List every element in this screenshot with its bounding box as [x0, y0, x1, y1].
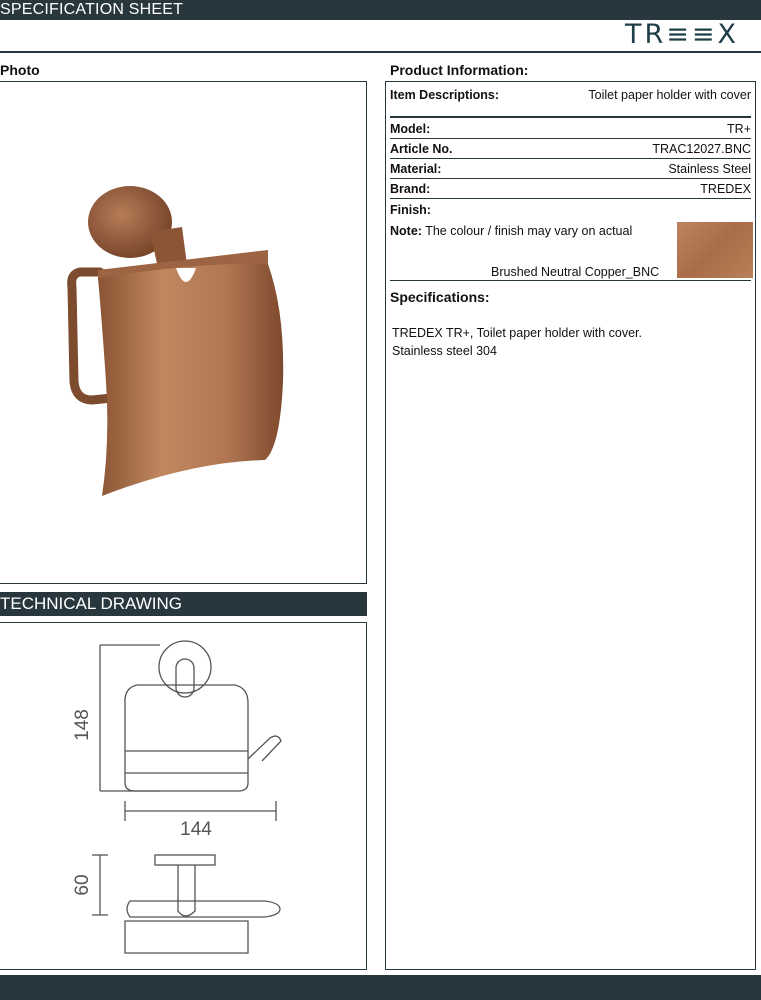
- info-divider: [390, 178, 751, 179]
- tredex-logo: TR≡≡X: [625, 19, 739, 50]
- header-bar: [0, 0, 761, 20]
- info-divider: [390, 158, 751, 159]
- header-divider: [0, 51, 761, 53]
- article-label: Article No.: [390, 142, 453, 156]
- product-information-label: Product Information:: [390, 62, 529, 78]
- technical-drawing-bar: [0, 592, 367, 616]
- info-divider: [390, 138, 751, 139]
- brand-value: TREDEX: [700, 182, 751, 196]
- brand-label: Brand:: [390, 182, 431, 196]
- model-value: TR+: [727, 122, 751, 136]
- sheet-title: SPECIFICATION SHEET: [0, 1, 184, 18]
- product-info-panel: [385, 81, 756, 970]
- info-divider: [390, 280, 751, 281]
- note-label: Note:: [390, 224, 422, 238]
- width-dimension: 144: [180, 819, 212, 840]
- note-text: The colour / finish may vary on actual: [425, 224, 633, 238]
- material-label: Material:: [390, 162, 442, 176]
- depth-dimension: 60: [72, 874, 93, 896]
- product-photo: [0, 82, 368, 585]
- finish-name: Brushed Neutral Copper_BNC: [491, 265, 660, 279]
- material-value: Stainless Steel: [668, 162, 751, 176]
- finish-label: Finish:: [390, 203, 431, 217]
- finish-note: [390, 224, 632, 238]
- item-descriptions-value: Toilet paper holder with cover: [588, 88, 751, 102]
- item-descriptions-label: Item Descriptions:: [390, 88, 500, 102]
- technical-drawing-title: TECHNICAL DRAWING: [0, 594, 182, 613]
- footer-bar: [0, 975, 761, 1000]
- photo-label: Photo: [0, 62, 40, 78]
- article-value: TRAC12027.BNC: [652, 142, 751, 156]
- info-divider: [390, 116, 751, 118]
- model-label: Model:: [390, 122, 431, 136]
- specifications-line-1: TREDEX TR+, Toilet paper holder with cover.: [392, 326, 642, 340]
- specifications-text: [392, 324, 642, 360]
- specifications-line-2: Stainless steel 304: [392, 344, 497, 358]
- drawing-panel: [0, 622, 367, 970]
- specifications-label: Specifications:: [390, 289, 490, 305]
- photo-panel: [0, 81, 367, 584]
- height-dimension: 148: [72, 709, 93, 741]
- technical-drawing: [0, 623, 368, 971]
- finish-color-swatch: [677, 222, 753, 278]
- info-divider: [390, 198, 751, 199]
